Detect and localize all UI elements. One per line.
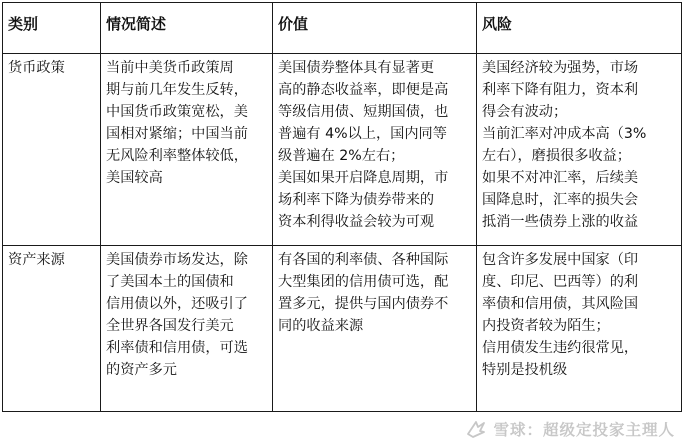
situation-line: 国相对紧缩；中国当前 bbox=[106, 126, 248, 142]
risk-line: 当前汇率对冲成本高（3% bbox=[482, 126, 647, 142]
risk-line: 包含许多发展中国家（印 bbox=[482, 252, 639, 269]
risk-line: 左右），磨损很多收益； bbox=[482, 148, 631, 164]
value-line: 美国如果开启降息周期，市 bbox=[278, 170, 449, 186]
header-category: 类别 bbox=[3, 3, 101, 54]
risk-line: 抵消一些债券上涨的收益 bbox=[482, 214, 639, 230]
situation-line: 信用债以外，还吸引了 bbox=[106, 296, 248, 313]
value-line: 场利率下降为债券带来的 bbox=[278, 192, 435, 208]
header-value: 价值 bbox=[273, 3, 477, 54]
cell-category bbox=[3, 246, 101, 412]
situation-line: 利率债和信用债，可选 bbox=[106, 340, 248, 357]
cell-risk bbox=[477, 246, 682, 412]
value-line: 有各国的利率债、各种国际 bbox=[278, 252, 449, 269]
situation-line: 当前中美货币政策周 bbox=[106, 60, 234, 76]
situation-line: 无风险利率整体较低， bbox=[106, 148, 248, 164]
snowball-logo-icon bbox=[465, 419, 487, 439]
category-label: 资产来源 bbox=[8, 252, 65, 269]
risk-line: 内投资者较为陌生； bbox=[482, 318, 610, 335]
comparison-table bbox=[2, 2, 682, 412]
table-header-row bbox=[3, 3, 682, 54]
table-row-monetary-policy bbox=[3, 54, 682, 246]
risk-line: 率债和信用债，其风险国 bbox=[482, 296, 639, 313]
comparison-table-container bbox=[2, 2, 681, 412]
cell-situation bbox=[101, 246, 273, 412]
situation-line: 了美国本土的国债和 bbox=[106, 274, 234, 291]
value-line: 美国债券整体具有显著更 bbox=[278, 60, 435, 76]
table-row-asset-source bbox=[3, 246, 682, 412]
category-label: 货币政策 bbox=[8, 60, 65, 76]
header-risk: 风险 bbox=[477, 3, 682, 54]
risk-line: 国降息时，汇率的损失会 bbox=[482, 192, 639, 208]
cell-value bbox=[273, 54, 477, 246]
cell-category bbox=[3, 54, 101, 246]
risk-line: 利率下降有阻力，资本利 bbox=[482, 82, 639, 98]
risk-line: 如果不对冲汇率，后续美 bbox=[482, 170, 639, 186]
risk-line: 得会有波动； bbox=[482, 104, 568, 120]
risk-line: 度、印尼、巴西等）的利 bbox=[482, 274, 639, 291]
cell-risk bbox=[477, 54, 682, 246]
risk-line: 信用债发生违约很常见， bbox=[482, 340, 639, 357]
value-line: 资本利得收益会较为可观 bbox=[278, 214, 435, 230]
value-line: 大型集团的信用债可选，配 bbox=[278, 274, 449, 291]
value-line: 高的静态收益率，即便是高 bbox=[278, 82, 449, 98]
situation-line: 美国债券市场发达，除 bbox=[106, 252, 248, 269]
risk-line: 美国经济较为强势，市场 bbox=[482, 60, 639, 76]
cell-situation bbox=[101, 54, 273, 246]
situation-line: 的资产多元 bbox=[106, 362, 177, 379]
cell-value bbox=[273, 246, 477, 412]
value-line: 普遍有 4%以上，国内同等 bbox=[278, 126, 447, 142]
watermark bbox=[465, 417, 675, 441]
watermark-text: 雪球：超级定投家主理人 bbox=[493, 421, 675, 439]
value-line: 置多元，提供与国内债券不 bbox=[278, 296, 449, 313]
situation-line: 美国较高 bbox=[106, 170, 163, 186]
risk-line: 特别是投机级 bbox=[482, 362, 568, 379]
situation-line: 中国货币政策宽松，美 bbox=[106, 104, 248, 120]
value-line: 级普遍在 2%左右； bbox=[278, 148, 405, 164]
situation-line: 全世界各国发行美元 bbox=[106, 318, 234, 335]
situation-line: 期与前几年发生反转， bbox=[106, 82, 248, 98]
value-line: 等级信用债、短期国债，也 bbox=[278, 104, 449, 120]
value-line: 同的收益来源 bbox=[278, 318, 364, 335]
header-situation: 情况简述 bbox=[101, 3, 273, 54]
